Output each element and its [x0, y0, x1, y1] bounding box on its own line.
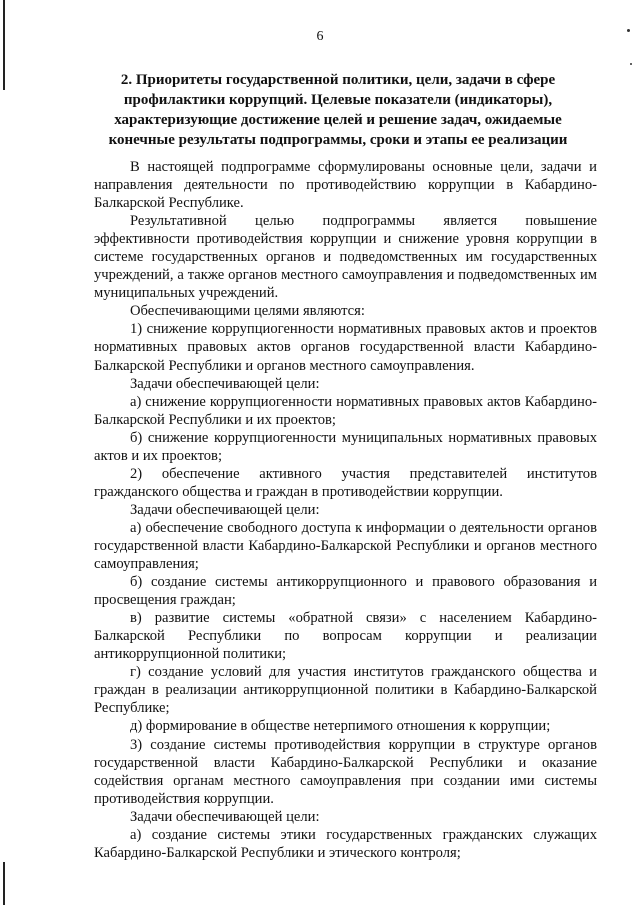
left-scan-edge-lower: [3, 862, 5, 905]
paragraph: В настоящей подпрограмме сформулированы основные цели, задачи и направления деятельности по противодействию коррупции в Кабардино-Балкарской Республике.: [94, 159, 597, 212]
paragraph: Результативной целью подпрограммы является повышение эффективности противодействия коррупции и снижение уровня коррупции в системе государственных органов и подведомственных им государственных учреждений, а также органов местного самоуправления и подведомственных им муниципальных учреждений.: [94, 213, 597, 302]
section-heading: 2. Приоритеты государственной политики, цели, задачи в сфере профилактики коррупций. Целевые показатели (индикаторы), характеризующие достижение целей и решение задач, ожидаемые конечные результаты подпрограммы, сроки и этапы ее реализации: [108, 72, 568, 148]
paragraph: 2) обеспечение активного участия представителей институтов гражданского общества и граждан в противодействии коррупции.: [94, 465, 597, 500]
paragraph: Обеспечивающими целями являются:: [130, 303, 365, 320]
paragraph: г) создание условий для участия институтов гражданского общества и граждан в реализации антикоррупционной политики в Кабардино-Балкарской Республике;: [94, 664, 597, 717]
paragraph: а) создание системы этики государственных гражданских служащих Кабардино-Балкарской Республики и этического контроля;: [94, 826, 597, 861]
paragraph: а) обеспечение свободного доступа к информации о деятельности органов государственной власти Кабардино-Балкарской Республики и органов местного самоуправления;: [94, 519, 597, 573]
paragraph: Задачи обеспечивающей цели:: [130, 808, 320, 825]
paragraph: д) формирование в обществе нетерпимого отношения к коррупции;: [130, 718, 551, 735]
page-number: 6: [316, 29, 324, 44]
paragraph: Задачи обеспечивающей цели:: [130, 501, 320, 518]
left-scan-edge-upper: [3, 0, 5, 90]
scan-speck: [630, 63, 632, 65]
paragraph: б) снижение коррупциогенности муниципальных нормативных правовых актов и их проектов;: [94, 429, 597, 464]
body-text: [94, 158, 597, 862]
paragraph: б) создание системы антикоррупционного и правового образования и просвещения граждан;: [94, 574, 597, 609]
paragraph: 3) создание системы противодействия коррупции в структуре органов государственной власти Кабардино-Балкарской Республики и оказание содействия органам местного самоуправления при создании ими системы противодействия коррупции.: [94, 736, 597, 807]
paragraph: 1) снижение коррупциогенности нормативных правовых актов и проектов нормативных правовых актов органов государственной власти Кабардино-Балкарской Республики и органов местного самоуправления.: [94, 321, 597, 374]
paragraph: в) развитие системы «обратной связи» с населением Кабардино-Балкарской Республики по вопросам коррупции и реализации антикоррупционной политики;: [94, 610, 597, 663]
paragraph: а) снижение коррупциогенности нормативных правовых актов Кабардино-Балкарской Республики и их проектов;: [94, 393, 597, 428]
paragraph: Задачи обеспечивающей цели:: [130, 375, 320, 392]
